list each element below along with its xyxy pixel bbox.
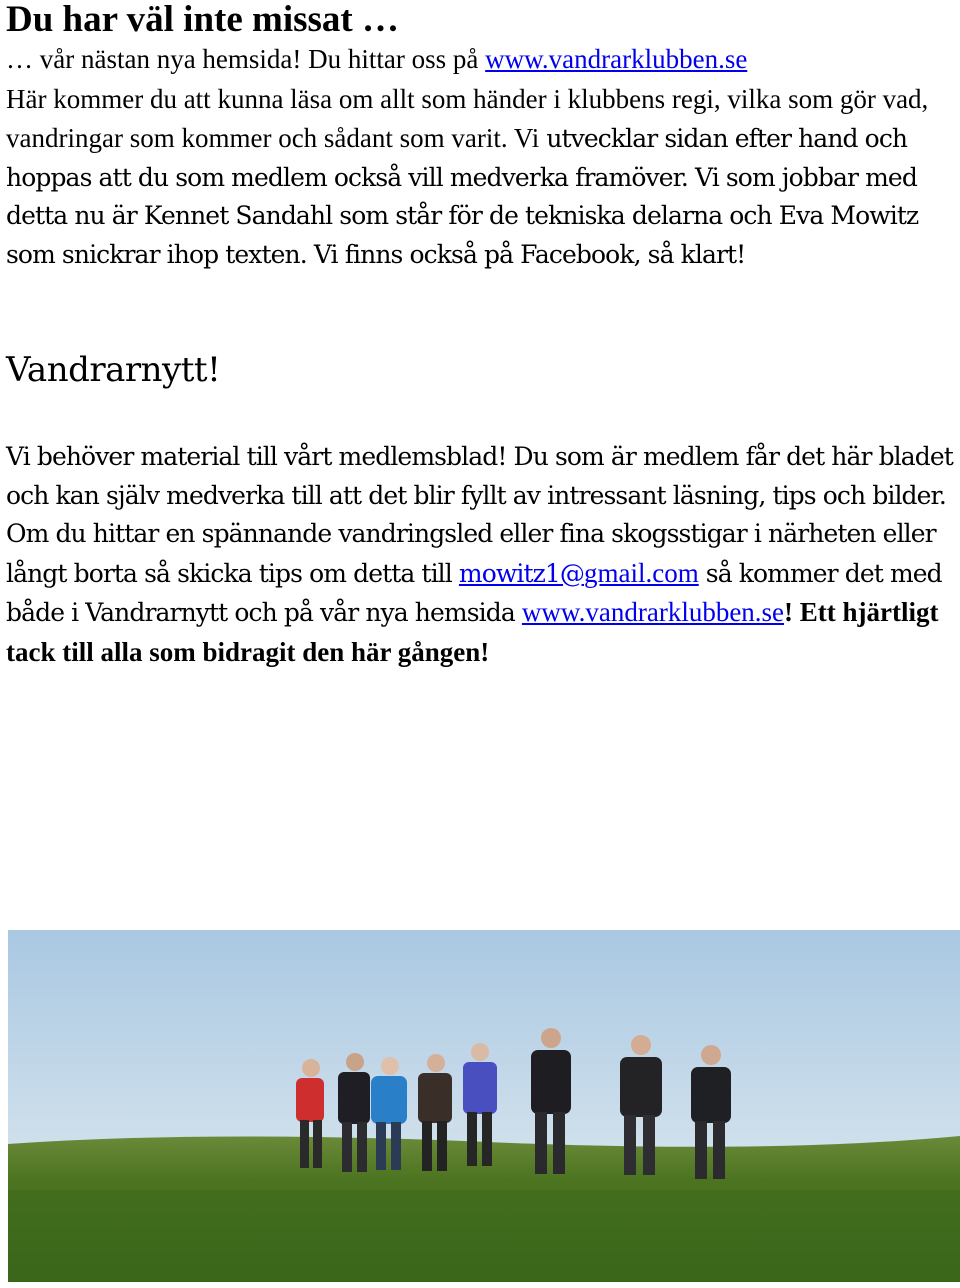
website-link[interactable]: www.vandrarklubben.se: [485, 44, 748, 74]
section-text-part2: så kommer det med både i Vandrarnytt och på vår nya hemsida: [6, 558, 942, 627]
section-title: Vandrarnytt!: [6, 350, 221, 390]
article-intro: [6, 40, 956, 274]
intro-part1: Här kommer du att kunna läsa om allt som händer i klubbens regi, vilka som gör vad, vandringar som kommer och sådant som varit. Vi: [6, 83, 929, 153]
email-link[interactable]: [459, 559, 699, 588]
thank-you-text: Ett hjärtligt tack till alla som bidragit den här gången!: [6, 597, 939, 667]
hiking-group-photo: [8, 930, 960, 1282]
intro-line-prefix: … vår nästan nya hemsida! Du hittar oss på: [6, 44, 486, 74]
meadow-foreground: [8, 1190, 960, 1282]
intro-part2: utvecklar sidan efter hand och hoppas att du som medlem också vill medverka framöver.: [6, 124, 908, 192]
photo-illustration: [8, 930, 960, 1282]
email-link-user: mowitz1@: [458, 558, 584, 588]
email-link-domain: gmail.com: [584, 557, 699, 588]
section-text: [6, 438, 956, 672]
article-heading: Du har väl inte missat …: [6, 0, 399, 40]
intro-part3: Vi som jobbar med detta nu är Kennet Sandahl som står för de tekniska delarna och Eva Mowitz som snickrar ihop texten. Vi finns också på Facebook, så klart!: [6, 162, 919, 269]
website-link-2[interactable]: www.vandrarklubben.se: [521, 597, 785, 627]
section-text-part1: Vi behöver material till vårt medlemsblad! Du som är medlem får det här bladet och kan själv medverka till att det blir fyllt av intressant läsning, tips och bilder. Om du hittar en spännande vandringsled eller fina skogsstigar i närheten eller långt borta så skicka tips om detta till: [6, 442, 953, 588]
section-text-part3: !: [784, 597, 800, 627]
